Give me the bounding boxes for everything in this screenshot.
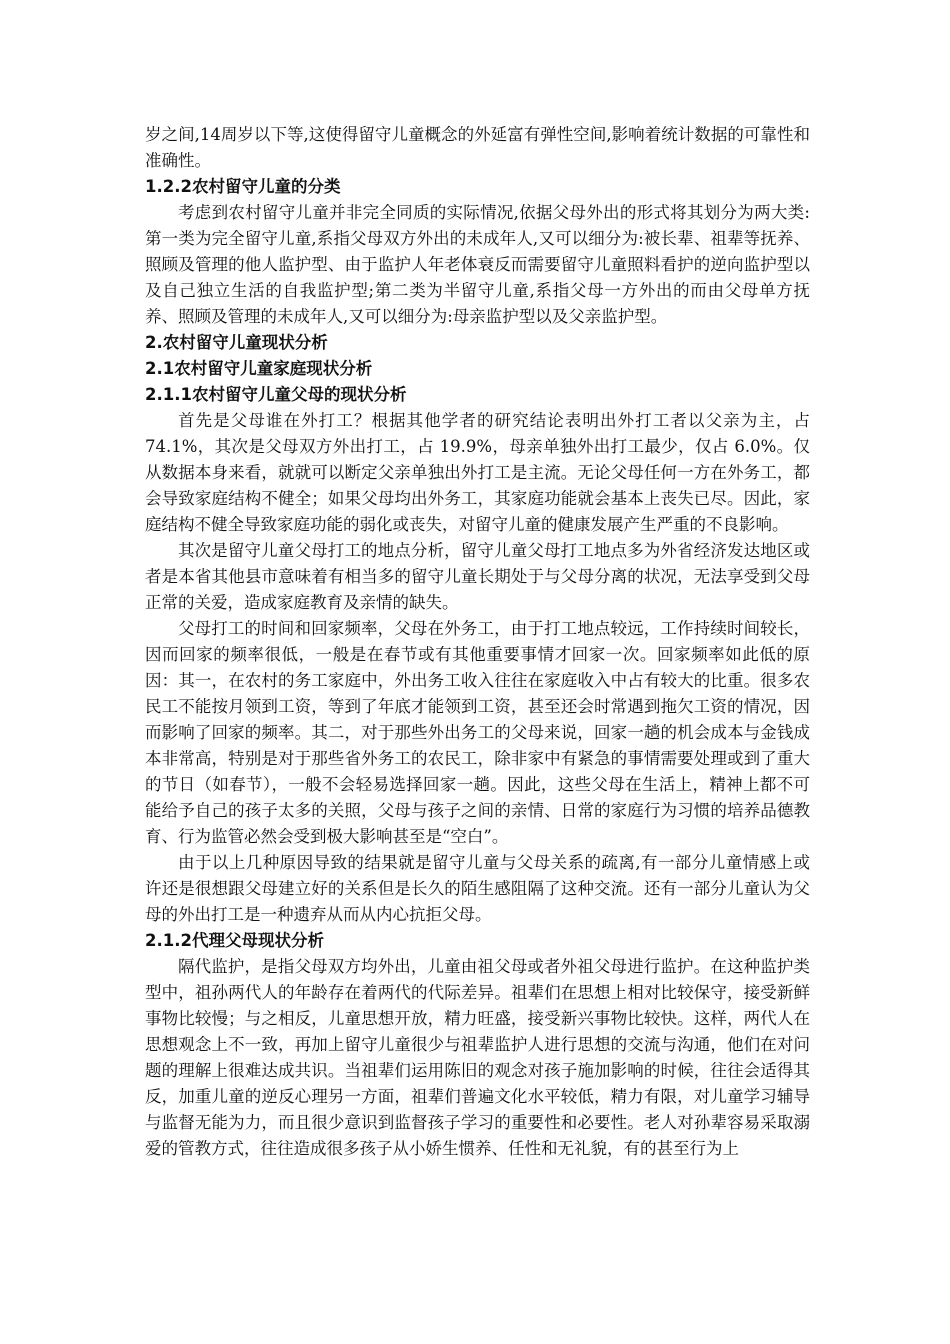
paragraph: 岁之间,14周岁以下等,这使得留守儿童概念的外延富有弹性空间,影响着统计数据的可靠性和准确性。 <box>145 125 810 170</box>
section-heading: 2.1农村留守儿童家庭现状分析 <box>145 359 373 378</box>
document-page <box>145 122 810 1162</box>
paragraph: 父母打工的时间和回家频率，父母在外务工，由于打工地点较远，工作持续时间较长，因而回家的频率很低，一般是在春节或有其他重要事情才回家一次。回家频率如此低的原因：其一，在农村的务工家庭中，外出务工收入往往在家庭收入中占有较大的比重。很多农民工不能按月领到工资，等到了年底才能领到工资，甚至还会时常遇到拖欠工资的情况，因而影响了回家的频率。其二，对于那些外出务工的父母来说，回家一趟的机会成本与金钱成本非常高，特别是对于那些省外务工的农民工，除非家中有紧急的事情需要处理或到了重大的节日（如春节），一般不会轻易选择回家一趟。因此，这些父母在生活上，精神上都不可能给予自己的孩子太多的关照，父母与孩子之间的亲情、日常的家庭行为习惯的培养品德教育、行为监管必然会受到极大影响甚至是“空白”。 <box>145 619 810 846</box>
paragraph: 首先是父母谁在外打工？根据其他学者的研究结论表明出外打工者以父亲为主，占 74.1%，其次是父母双方外出打工，占 19.9%，母亲单独外出打工最少，仅占 6.0%。仅从数据本身来看，就就可以断定父亲单独出外打工是主流。无论父母任何一方在外务工，都会导致家庭结构不健全；如果父母均出外务工，其家庭功能就会基本上丧失已尽。因此，家庭结构不健全导致家庭功能的弱化或丧失，对留守儿童的健康发展产生严重的不良影响。 <box>145 411 810 534</box>
section-heading: 2.1.2代理父母现状分析 <box>145 931 324 950</box>
paragraph: 隔代监护，是指父母双方均外出，儿童由祖父母或者外祖父母进行监护。在这种监护类型中，祖孙两代人的年龄存在着两代的代际差异。祖辈们在思想上相对比较保守，接受新鲜事物比较慢；与之相反，儿童思想开放，精力旺盛，接受新兴事物比较快。这样，两代人在思想观念上不一致，再加上留守儿童很少与祖辈监护人进行思想的交流与沟通，他们在对问题的理解上很难达成共识。当祖辈们运用陈旧的观念对孩子施加影响的时候，往往会适得其反，加重儿童的逆反心理另一方面，祖辈们普遍文化水平较低，精力有限，对儿童学习辅导与监督无能为力，而且很少意识到监督孩子学习的重要性和必要性。老人对孙辈容易采取溺爱的管教方式，往往造成很多孩子从小娇生惯养、任性和无礼貌，有的甚至行为上 <box>145 957 810 1158</box>
paragraph: 考虑到农村留守儿童并非完全同质的实际情况,依据父母外出的形式将其划分为两大类:第一类为完全留守儿童,系指父母双方外出的未成年人,又可以细分为:被长辈、祖辈等抚养、照顾及管理的他人监护型、由于监护人年老体衰反而需要留守儿童照料看护的逆向监护型以及自己独立生活的自我监护型;第二类为半留守儿童,系指父母一方外出的而由父母单方抚养、照顾及管理的未成年人,又可以细分为:母亲监护型以及父亲监护型。 <box>145 203 810 326</box>
section-heading: 1.2.2农村留守儿童的分类 <box>145 177 341 196</box>
paragraph: 其次是留守儿童父母打工的地点分析，留守儿童父母打工地点多为外省经济发达地区或者是本省其他县市意味着有相当多的留守儿童长期处于与父母分离的状况，无法享受到父母正常的关爱，造成家庭教育及亲情的缺失。 <box>145 541 810 612</box>
section-heading: 2.农村留守儿童现状分析 <box>145 333 328 352</box>
section-heading: 2.1.1农村留守儿童父母的现状分析 <box>145 385 407 404</box>
paragraph: 由于以上几种原因导致的结果就是留守儿童与父母关系的疏离,有一部分儿童情感上或许还是很想跟父母建立好的关系但是长久的陌生感阻隔了这种交流。还有一部分儿童认为父母的外出打工是一种遗弃从而从内心抗拒父母。 <box>145 853 810 924</box>
